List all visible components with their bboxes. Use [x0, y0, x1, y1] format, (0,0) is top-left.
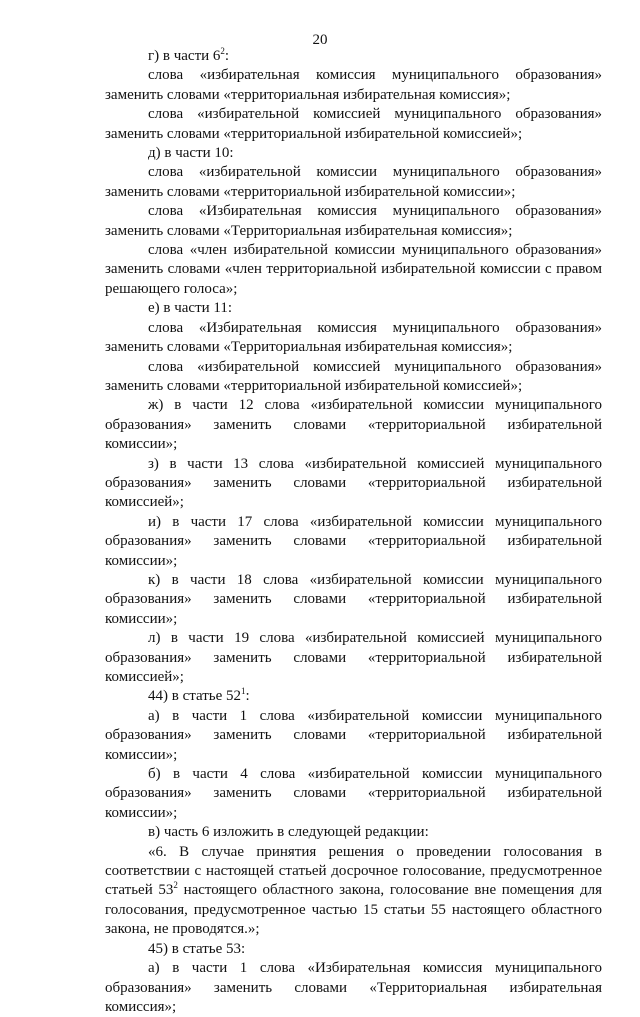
paragraph: л) в части 19 слова «избирательной комиссией муниципального образования» заменить словами «территориальной избирательной комиссией»; — [105, 630, 602, 685]
paragraph: слова «избирательной комиссией муниципального образования» заменить словами «территориальной избирательной комиссией»; — [105, 358, 602, 394]
paragraph-text: «6. В случае принятия решения о проведении голосования в соответствии с настоящей статьей досрочное голосование, предусмотренное статьей 53 — [105, 843, 602, 899]
paragraph: д) в части 10: — [148, 145, 234, 162]
paragraph: слова «избирательной комиссии муниципального образования» заменить словами «территориальной избирательной комиссии»; — [105, 164, 602, 200]
superscript: 2 — [173, 880, 178, 891]
page-number: 20 — [312, 32, 328, 48]
paragraph — [105, 687, 602, 706]
paragraph-text-after: : — [224, 48, 230, 64]
paragraph: 45) в статье 53: — [148, 940, 246, 957]
paragraph: ж) в части 12 слова «избирательной комиссии муниципального образования» заменить словами «территориальной избирательной комиссии»; — [105, 397, 602, 453]
paragraph: слова «избирательная комиссия муниципального образования» заменить словами «территориальная избирательная комиссия»; — [105, 67, 602, 103]
paragraph: слова «член избирательной комиссии муниципального образования» заменить словами «член территориальной избирательной комиссии с правом решающего голоса»; — [105, 242, 602, 297]
paragraph: в) часть 6 изложить в следующей редакции: — [148, 824, 429, 841]
document-body — [105, 47, 602, 1017]
superscript: 1 — [241, 686, 246, 697]
paragraph: слова «Избирательная комиссия муниципального образования» заменить словами «Территориальная избирательная комиссия»; — [105, 203, 602, 239]
paragraph: а) в части 1 слова «избирательной комиссии муниципального образования» заменить словами «территориальной избирательной комиссии»; — [105, 707, 602, 763]
paragraph — [105, 843, 602, 940]
paragraph-text-after: настоящего областного закона, голосование вне помещения для голосования, предусмотренное частью 15 статьи 55 настоящего областного закона, не проводятся.»; — [105, 882, 602, 938]
superscript: 2 — [220, 46, 225, 56]
paragraph-text: 44) в статье 52 — [148, 688, 242, 705]
paragraph-text: г) в части 6 — [148, 48, 221, 64]
paragraph: а) в части 1 слова «Избирательная комиссия муниципального образования» заменить словами «Территориальная избирательная комиссия»; — [105, 960, 602, 1015]
paragraph: слова «избирательной комиссией муниципального образования» заменить словами «территориальной избирательной комиссией»; — [105, 106, 602, 142]
paragraph: е) в части 11: — [148, 300, 233, 317]
paragraph: б) в части 4 слова «избирательной комиссии муниципального образования» заменить словами «территориальной избирательной комиссии»; — [105, 766, 602, 821]
paragraph: з) в части 13 слова «избирательной комиссией муниципального образования» заменить словами «территориальной избирательной комиссией»; — [105, 455, 602, 511]
paragraph: к) в части 18 слова «избирательной комиссии муниципального образования» заменить словами «территориальной избирательной комиссии»; — [105, 571, 602, 627]
paragraph-text-after: : — [245, 688, 250, 705]
paragraph: и) в части 17 слова «избирательной комиссии муниципального образования» заменить словами «территориальной избирательной комиссии»; — [105, 513, 602, 569]
paragraph — [105, 47, 602, 66]
paragraph: слова «Избирательная комиссия муниципального образования» заменить словами «Территориальная избирательная комиссия»; — [105, 319, 602, 356]
